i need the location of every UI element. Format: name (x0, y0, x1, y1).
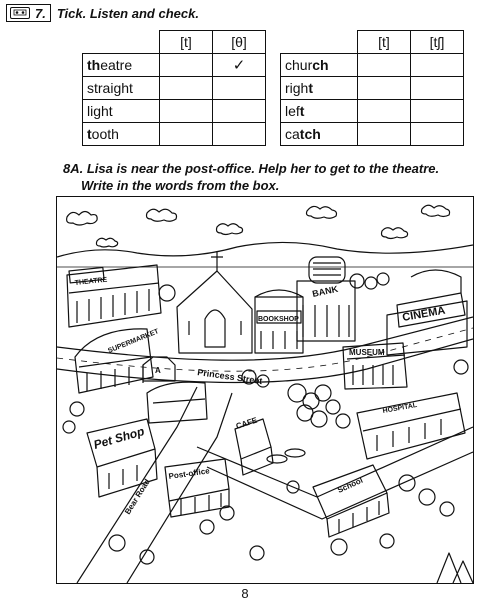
school-building (313, 465, 389, 537)
garage-building (147, 382, 207, 423)
pet-shop-label: Pet Shop (91, 424, 146, 452)
supermarket-label: SUPERMARKET (107, 328, 160, 355)
exercise-8a-instruction (63, 160, 439, 194)
word-cell: right (281, 77, 358, 100)
bank-label: BANK (311, 283, 339, 299)
exercise-instruction: Tick. Listen and check. (56, 5, 199, 21)
answer-cell[interactable] (358, 100, 411, 123)
table-row (281, 77, 464, 100)
town-map-drawing (57, 197, 473, 583)
bookshop-label: BOOKSHOP (258, 316, 299, 323)
exercise-number: 7. (35, 5, 46, 21)
answer-cell[interactable] (411, 77, 464, 100)
bear-road-label: Bear Road (123, 477, 152, 517)
answer-cell[interactable] (213, 123, 266, 146)
answer-cell[interactable] (358, 54, 411, 77)
table-row (281, 54, 464, 77)
table-header-row (83, 31, 266, 54)
town-map-illustration (56, 196, 474, 584)
cassette-icon (10, 7, 30, 19)
table-row (281, 123, 464, 146)
theatre-building (67, 265, 161, 327)
answer-cell[interactable] (213, 77, 266, 100)
column-header: [t] (160, 31, 213, 54)
table-row (83, 123, 266, 146)
instruction-line-1: 8A. Lisa is near the post-office. Help her to get to the theatre. (63, 161, 440, 176)
church-building (177, 251, 252, 353)
cafe-label: CAFE (234, 415, 259, 431)
instruction-line-2: Write in the words from the box. (81, 178, 280, 193)
answer-cell[interactable] (160, 123, 213, 146)
exercise-7-header (6, 4, 199, 22)
answer-cell[interactable] (160, 100, 213, 123)
clouds (67, 205, 450, 247)
answer-cell[interactable]: ✓ (213, 54, 266, 77)
phonics-table-left (82, 30, 266, 146)
column-header: [θ] (213, 31, 266, 54)
column-header: [tʃ] (411, 31, 464, 54)
table-row (83, 100, 266, 123)
word-cell: church (281, 54, 358, 77)
theatre-label: THEATRE (74, 276, 108, 287)
empty-header-cell (281, 31, 358, 54)
princess-street-label: Princess Street (196, 367, 264, 387)
table-row (83, 77, 266, 100)
word-cell: theatre (83, 54, 160, 77)
answer-cell[interactable] (213, 100, 266, 123)
word-cell: light (83, 100, 160, 123)
answer-cell[interactable] (411, 100, 464, 123)
answer-cell[interactable] (411, 123, 464, 146)
answer-cell[interactable] (160, 77, 213, 100)
answer-cell[interactable] (358, 77, 411, 100)
answer-cell[interactable] (160, 54, 213, 77)
empty-header-cell (83, 31, 160, 54)
exercise-number-box (6, 4, 51, 22)
word-cell: straight (83, 77, 160, 100)
column-header: [t] (358, 31, 411, 54)
map-marker-a: A (155, 366, 161, 375)
word-cell: tooth (83, 123, 160, 146)
cinema-label: CINEMA (401, 304, 447, 324)
museum-label: MUSEUM (349, 348, 385, 357)
word-cell: catch (281, 123, 358, 146)
table-row (281, 100, 464, 123)
table-header-row (281, 31, 464, 54)
post-office-label: Post-office (168, 466, 211, 481)
phonics-table-right (280, 30, 464, 146)
hospital-label: HOSPITAL (382, 402, 418, 415)
page-number: 8 (241, 586, 249, 601)
table-row (83, 54, 266, 77)
word-cell: left (281, 100, 358, 123)
answer-cell[interactable] (411, 54, 464, 77)
bank-building (297, 257, 355, 341)
answer-cell[interactable] (358, 123, 411, 146)
school-label: School (336, 475, 365, 495)
bear-road (77, 387, 232, 583)
